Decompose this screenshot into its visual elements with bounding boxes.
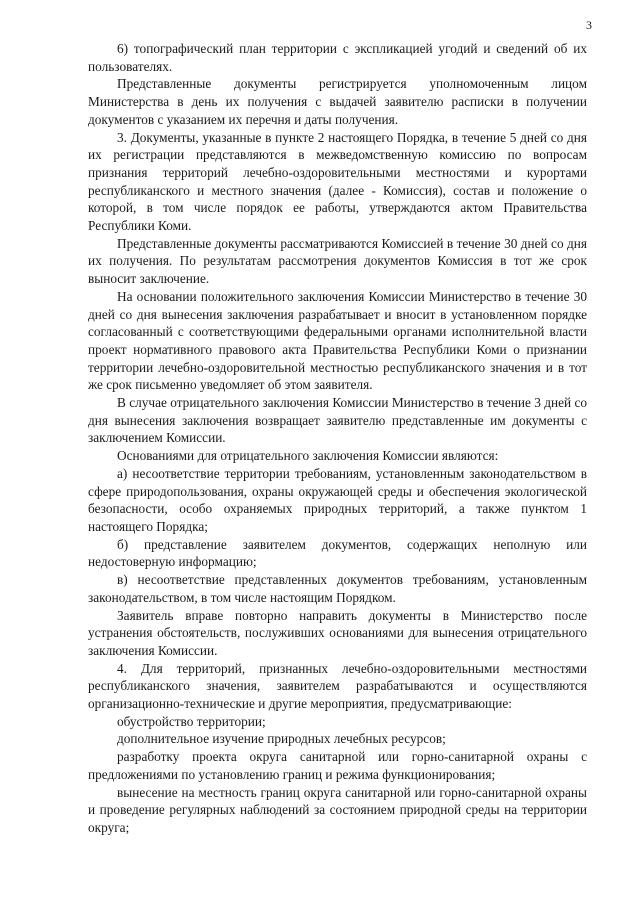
paragraph-documents-registration: Представленные документы регистрируется уполномоченным лицом Министерства в день их получения с выдачей заявителю расписки в получении документов с указанием их перечня и даты получения. (88, 76, 587, 127)
paragraph-ground-c: в) несоответствие представленных документов требованиям, установленным законодательством, в том числе настоящим Порядком. (88, 572, 587, 605)
paragraph-positive-conclusion: На основании положительного заключения Комиссии Министерство в течение 30 дней со дня вынесения заключения разрабатывает и вносит в установленном порядке согласованный с соответствующими федеральными органами исполнительной власти проект нормативного правового акта Правительства Республики Коми о признании территории лечебно-оздоровительной местностью республиканского значения и в тот же срок письменно уведомляет об этом заявителя. (88, 288, 587, 393)
page-number: 3 (586, 18, 592, 32)
paragraph-ground-a: а) несоответствие территории требованиям, установленным законодательством в сфере природопользования, охраны окружающей среды и обеспечения экологической безопасности, особо охраняемых природных территорий, а также пунктом 1 настоящего Порядка; (88, 465, 587, 534)
paragraph-negative-conclusion: В случае отрицательного заключения Комиссии Министерство в течение 3 дней со дня вынесения заключения возвращает заявителю представленные им документы с заключением Комиссии. (88, 395, 587, 446)
paragraph-measure-boundaries: вынесение на местность границ округа санитарной или горно-санитарной охраны и проведение регулярных наблюдений за состоянием природной среды на территории округа; (88, 784, 587, 835)
document-body (88, 40, 587, 837)
paragraph-section-3-commission: 3. Документы, указанные в пункте 2 настоящего Порядка, в течение 5 дней со дня их регистрации представляются в межведомственную комиссию по вопросам признания территорий лечебно-оздоровительными местностями и курортами республиканского и местного значения (далее - Комиссия), состав и положение о которой, в том числе порядок ее работы, утверждаются актом Правительства Республики Коми. (88, 129, 587, 234)
paragraph-section-4-measures: 4. Для территорий, признанных лечебно-оздоровительными местностями республиканского значения, заявителем разрабатываются и осуществляются организационно-технические и другие мероприятия, предусматривающие: (88, 660, 587, 712)
paragraph-measure-improvement: обустройство территории; (117, 713, 266, 729)
paragraph-measure-project: разработку проекта округа санитарной или горно-санитарной охраны с предложениями по установлению границ и режима функционирования; (88, 749, 587, 782)
paragraph-resubmission: Заявитель вправе повторно направить документы в Министерство после устранения обстоятельств, послуживших основаниями для вынесения отрицательного заключения Комиссии. (88, 607, 587, 658)
paragraph-review-period: Представленные документы рассматриваются Комиссией в течение 30 дней со дня их получения. По результатам рассмотрения документов Комиссия в тот же срок выносит заключение. (88, 235, 587, 287)
paragraph-item-6-topographic-plan: 6) топографический план территории с экспликацией угодий и сведений об их пользователях. (88, 41, 587, 74)
paragraph-grounds-intro: Основаниями для отрицательного заключения Комиссии являются: (117, 448, 499, 464)
paragraph-ground-b: б) представление заявителем документов, содержащих неполную или недостоверную информацию; (88, 536, 587, 570)
paragraph-measure-study: дополнительное изучение природных лечебных ресурсов; (117, 731, 446, 747)
